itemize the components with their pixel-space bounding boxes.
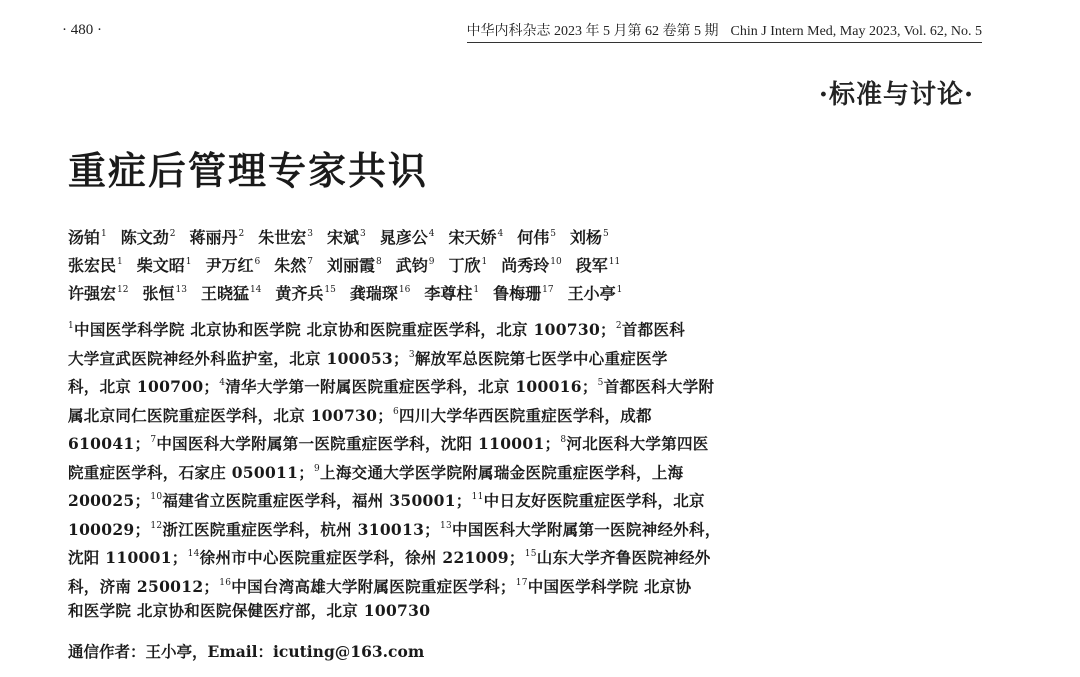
author-affiliation-mark: 9 bbox=[428, 257, 435, 267]
author-affiliation-mark: 1 bbox=[473, 285, 480, 295]
author-name-text: 张宏民 bbox=[68, 256, 117, 275]
affiliation-text: 100029； bbox=[68, 519, 151, 539]
author-line bbox=[68, 248, 818, 276]
author-name-text: 朱世宏 bbox=[258, 228, 307, 247]
affiliation-text: 四川大学华西医院重症医学科，成都 bbox=[399, 405, 652, 425]
affiliation-number: 10 bbox=[150, 492, 163, 502]
author-name-text: 许强宏 bbox=[68, 284, 117, 303]
author-affiliation-mark: 1 bbox=[117, 257, 123, 267]
author-affiliation-mark: 2 bbox=[169, 229, 176, 239]
affiliation-number: 13 bbox=[439, 520, 453, 531]
author-name bbox=[493, 276, 553, 308]
affiliation-text: 和医学院 北京协和医院保健医疗部，北京 100730 bbox=[68, 601, 431, 620]
journal-name-en: Chin J Intern Med, May 2023, Vol. 62, No. 5 bbox=[730, 24, 982, 39]
affiliation-text: 沈阳 110001； bbox=[68, 548, 188, 567]
author-affiliation-mark: 3 bbox=[307, 229, 313, 239]
author-affiliation-mark: 1 bbox=[101, 229, 107, 239]
author-name bbox=[350, 276, 410, 308]
author-name bbox=[275, 276, 335, 308]
author-name-text: 刘丽霞 bbox=[327, 256, 376, 275]
affiliation-number: 14 bbox=[187, 549, 200, 559]
affiliation-text: 徐州市中心医院重症医学科，徐州 221009； bbox=[199, 548, 525, 567]
author-affiliation-mark: 17 bbox=[542, 285, 554, 295]
affiliation-line bbox=[68, 426, 828, 455]
affiliation-number: 6 bbox=[393, 406, 400, 417]
author-affiliation-mark: 3 bbox=[360, 229, 366, 239]
affiliation-text: 属北京同仁医院重症医学科，北京 100730； bbox=[68, 405, 394, 425]
page-number: · 480 · bbox=[62, 22, 102, 38]
author-name bbox=[424, 276, 479, 308]
author-affiliation-mark: 5 bbox=[603, 229, 609, 239]
author-name-text: 尚秀玲 bbox=[501, 256, 550, 275]
author-affiliation-mark: 5 bbox=[550, 229, 556, 239]
affiliation-text: 河北医科大学第四医 bbox=[566, 434, 709, 453]
affiliation-text: 科，北京 100700； bbox=[68, 377, 220, 396]
author-affiliation-mark: 10 bbox=[550, 257, 562, 267]
author-name bbox=[201, 276, 261, 308]
author-name-text: 鲁梅珊 bbox=[493, 284, 542, 303]
affiliation-number: 8 bbox=[560, 435, 567, 445]
author-affiliation-mark: 4 bbox=[497, 229, 504, 239]
author-name-text: 刘杨 bbox=[570, 228, 603, 247]
affiliation-number: 2 bbox=[615, 321, 622, 331]
author-name bbox=[142, 276, 186, 308]
author-affiliation-mark: 13 bbox=[175, 285, 187, 295]
author-affiliation-mark: 16 bbox=[398, 285, 411, 295]
author-affiliation-mark: 4 bbox=[428, 229, 435, 239]
affiliation-text: 中日友好医院重症医学科，北京 bbox=[483, 491, 705, 510]
author-name-text: 段军 bbox=[575, 256, 608, 275]
affiliation-text: 院重症医学科，石家庄 050011； bbox=[68, 462, 315, 482]
affiliation-line bbox=[68, 483, 828, 512]
affiliation-line bbox=[68, 312, 828, 341]
author-name-text: 黄齐兵 bbox=[275, 284, 324, 303]
author-name-text: 汤铂 bbox=[68, 228, 101, 247]
affiliation-line bbox=[68, 398, 828, 427]
author-name-text: 朱然 bbox=[274, 256, 307, 275]
author-name-text: 龚瑞琛 bbox=[349, 284, 398, 303]
author-affiliation-mark: 7 bbox=[307, 257, 313, 267]
author-name-text: 丁欣 bbox=[448, 256, 481, 275]
author-name-text: 宋天娇 bbox=[448, 228, 497, 247]
affiliation-line bbox=[68, 369, 828, 398]
affiliation-line bbox=[68, 512, 828, 541]
affiliation-number: 17 bbox=[515, 577, 528, 588]
author-affiliation-mark: 8 bbox=[376, 257, 382, 267]
affiliation-text: 科，济南 250012； bbox=[68, 576, 220, 596]
affiliation-text: 中国医科大学附属第一医院重症医学科，沈阳 110001； bbox=[156, 434, 561, 453]
affiliation-text: 大学宣武医院神经外科监护室，北京 100053； bbox=[68, 348, 409, 368]
author-name-text: 宋斌 bbox=[327, 228, 360, 247]
author-name-text: 李尊柱 bbox=[424, 284, 473, 303]
author-affiliation-mark: 1 bbox=[185, 257, 192, 267]
affiliation-text: 610041； bbox=[68, 434, 151, 453]
running-header bbox=[467, 20, 982, 43]
affiliation-text: 首都医科大学附 bbox=[603, 377, 715, 396]
affiliation-number: 11 bbox=[471, 492, 484, 502]
affiliation-text: 解放军总医院第七医学中心重症医学 bbox=[414, 348, 668, 368]
affiliation-text: 福建省立医院重症医学科，福州 350001； bbox=[162, 491, 472, 510]
affiliation-text: 中国医科大学附属第一医院神经外科， bbox=[452, 519, 721, 539]
author-list bbox=[68, 220, 818, 304]
affiliation-line bbox=[68, 341, 828, 370]
author-name-text: 王晓猛 bbox=[200, 284, 249, 303]
affiliation-text: 山东大学齐鲁医院神经外 bbox=[536, 548, 711, 567]
affiliation-number: 3 bbox=[408, 349, 415, 360]
affiliation-number: 15 bbox=[524, 549, 537, 559]
author-affiliation-mark: 1 bbox=[616, 285, 623, 295]
affiliation-text: 清华大学第一附属医院重症医学科，北京 100016； bbox=[225, 377, 598, 396]
author-name-text: 柴文昭 bbox=[136, 256, 185, 275]
article-title: 重症后管理专家共识 bbox=[68, 148, 429, 193]
column-label: ·标准与讨论· bbox=[818, 80, 974, 110]
affiliation-text: 中国医学科学院 北京协和医学院 北京协和医院重症医学科，北京 100730； bbox=[74, 320, 616, 339]
affiliation-number: 1 bbox=[68, 321, 75, 331]
affiliation-number: 4 bbox=[219, 378, 226, 388]
author-name-text: 尹万红 bbox=[205, 256, 254, 275]
affiliation-number: 16 bbox=[219, 577, 232, 588]
affiliation-number: 9 bbox=[314, 463, 321, 474]
affiliation-text: 中国台湾高雄大学附属医院重症医学科； bbox=[231, 576, 516, 596]
author-affiliation-mark: 11 bbox=[608, 257, 621, 267]
affiliation-line bbox=[68, 597, 828, 626]
affiliation-text: 浙江医院重症医学科，杭州 310013； bbox=[162, 519, 440, 539]
affiliation-number: 5 bbox=[597, 378, 604, 388]
author-affiliation-mark: 6 bbox=[254, 257, 261, 267]
author-name bbox=[568, 276, 623, 308]
author-affiliation-mark: 1 bbox=[481, 257, 488, 267]
author-affiliation-mark: 14 bbox=[249, 285, 262, 295]
author-affiliation-mark: 12 bbox=[117, 285, 129, 295]
affiliation-text: 首都医科 bbox=[621, 320, 686, 339]
journal-name-cn: 中华内科杂志 2023 年 5 月第 62 卷第 5 期 bbox=[466, 24, 719, 39]
author-name-text: 蒋丽丹 bbox=[189, 228, 238, 247]
author-name-text: 武钧 bbox=[395, 256, 428, 275]
affiliation-number: 7 bbox=[150, 435, 157, 445]
author-name bbox=[68, 276, 128, 308]
author-affiliation-mark: 2 bbox=[238, 229, 245, 239]
affiliation-text: 200025； bbox=[68, 491, 151, 510]
author-line bbox=[68, 276, 818, 304]
author-name-text: 何伟 bbox=[517, 228, 550, 247]
author-name-text: 王小亭 bbox=[567, 284, 616, 303]
affiliation-text: 上海交通大学医学院附属瑞金医院重症医学科，上海 bbox=[320, 462, 684, 482]
affiliation-list bbox=[68, 312, 828, 626]
author-affiliation-mark: 15 bbox=[324, 285, 336, 295]
author-line bbox=[68, 220, 818, 248]
affiliation-line bbox=[68, 569, 828, 598]
affiliation-line bbox=[68, 540, 828, 569]
corresponding-author: 通信作者：王小亭，Email：icuting@163.com bbox=[68, 642, 425, 661]
affiliation-text: 中国医学科学院 北京协 bbox=[527, 576, 692, 596]
affiliation-line bbox=[68, 455, 828, 484]
author-name-text: 张恒 bbox=[142, 284, 175, 303]
author-name-text: 晁彦公 bbox=[379, 228, 428, 247]
affiliation-number: 12 bbox=[150, 520, 163, 531]
author-name-text: 陈文劲 bbox=[120, 228, 169, 247]
